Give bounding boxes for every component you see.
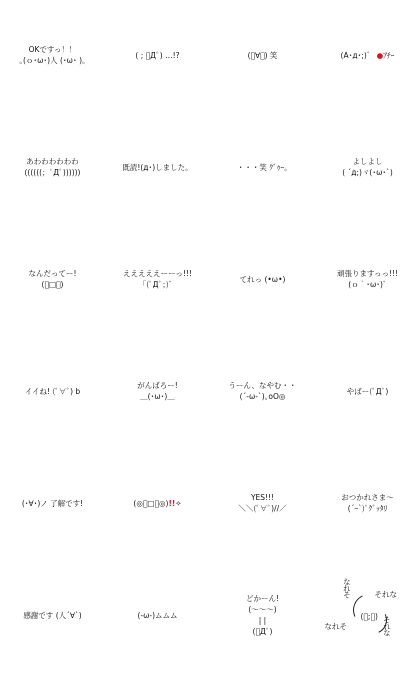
sticker-face: ＼＼(ﾟ∀ﾟ)//／ <box>238 504 287 513</box>
sticker-read[interactable] <box>105 112 210 224</box>
sticker-hmm[interactable] <box>210 336 315 448</box>
sticker-mumumu[interactable] <box>105 560 210 672</box>
sticker-face: (ﾟ∀ﾟ) 笑 <box>247 50 278 60</box>
sticker-face: ( ´д;)ヾ(･ω･`) <box>342 168 393 177</box>
sun-icon: ● <box>376 50 384 60</box>
sticker-face: ( ; ﾟДﾟ) …!? <box>135 50 180 60</box>
sticker-stem: | | <box>258 616 267 625</box>
sticker-cloud: (〜〜〜) <box>248 605 277 615</box>
sticker-amazed[interactable] <box>105 448 210 560</box>
sticker-sleep-laugh[interactable] <box>210 112 315 224</box>
sticker-text: よしよし <box>352 157 383 167</box>
sticker-yaba[interactable] <box>315 336 420 448</box>
sticker-text: 感謝です (人´∀`) <box>23 610 82 620</box>
sticker-text: てれっ (•ω•) <box>239 274 286 284</box>
sorena-bottom-text: それな <box>382 616 392 636</box>
sticker-face: ｡(ｏ･ω･)人 (･ω･ )｡ <box>19 56 86 65</box>
sticker-do-my-best[interactable] <box>315 224 420 336</box>
sticker-text: あわわわわわわ <box>26 157 79 167</box>
sticker-laugh[interactable] <box>210 0 315 112</box>
sticker-shy[interactable] <box>210 224 315 336</box>
sticker-text: OKですっ！！ <box>28 45 77 55</box>
sticker-face: (◎ﾟ□ﾟ◎)!!✧ <box>133 498 182 508</box>
sparkle-icon: ✧ <box>175 498 182 508</box>
sticker-face: ＿(･ω･)＿ <box>140 392 175 401</box>
sticker-text: (-ω-)ムムム <box>137 610 178 620</box>
sticker-comfort[interactable] <box>315 112 420 224</box>
sticker-sorena[interactable] <box>315 560 420 672</box>
sticker-surprise[interactable] <box>105 0 210 112</box>
sticker-thanks[interactable] <box>0 560 105 672</box>
sorena-right-text: それな <box>374 590 397 599</box>
sticker-face: (´-ω-`)｡oO◎ <box>239 392 286 401</box>
sticker-ok[interactable] <box>0 0 105 112</box>
sticker-text: (･∀･)ノ 了解です! <box>21 498 84 508</box>
sticker-face: (ﾟ□ﾟ) <box>41 280 64 289</box>
sorena-face: (ﾟ;ﾟ) <box>360 612 378 621</box>
sticker-hot[interactable] <box>315 0 420 112</box>
sticker-text: YES!!! <box>250 493 275 503</box>
sticker-text: イイね! (ﾟ∀ﾟ) b <box>24 386 81 396</box>
sticker-nice[interactable] <box>0 336 105 448</box>
sticker-text: 頑張りますっっ!!! <box>336 269 399 279</box>
sticker-face: (ﾟДﾟ) <box>252 626 273 636</box>
sticker-text: がんばろー! <box>137 381 178 391</box>
sticker-face: ｢(ﾟДﾟ；)ﾞ <box>142 280 173 289</box>
sticker-text: うーん、なやむ・・ <box>228 381 297 391</box>
sticker-shock[interactable] <box>105 224 210 336</box>
sticker-panic[interactable] <box>0 112 105 224</box>
sticker-yes[interactable] <box>210 448 315 560</box>
sticker-text: おつかれさま～ <box>341 493 394 503</box>
sticker-face: (´ｰ`)ﾟｸﾞｯﾀﾘ <box>347 504 388 513</box>
sticker-face: ((((((；ﾟДﾟ)))))) <box>24 168 81 177</box>
sticker-explosion[interactable] <box>210 560 315 672</box>
sorena-left-text: なれそ <box>324 622 347 631</box>
sticker-text: ・・・笑 ｸﾞｩｰ｡ <box>236 162 289 172</box>
exclamation-icon: !! <box>168 498 176 508</box>
sticker-otsukare[interactable] <box>315 448 420 560</box>
sticker-text: やばー(ﾟДﾟ) <box>346 386 389 396</box>
sticker-face: (ｏ｀･ω･)ﾞ <box>348 280 387 289</box>
sorena-composition <box>323 576 413 656</box>
sticker-what[interactable] <box>0 224 105 336</box>
sticker-ganbaro[interactable] <box>105 336 210 448</box>
sticker-text: どかーん! <box>245 594 279 604</box>
sticker-text: なんだってー! <box>28 269 77 279</box>
sticker-text: 既読!(д･)しました。 <box>122 162 193 172</box>
sticker-face: (A･д･;)゛ ●ｱﾁｰ <box>340 50 395 60</box>
sorena-top-text: なれそ <box>342 578 352 598</box>
sticker-roger[interactable] <box>0 448 105 560</box>
sticker-text: えええええーーっ!!! <box>123 269 192 279</box>
